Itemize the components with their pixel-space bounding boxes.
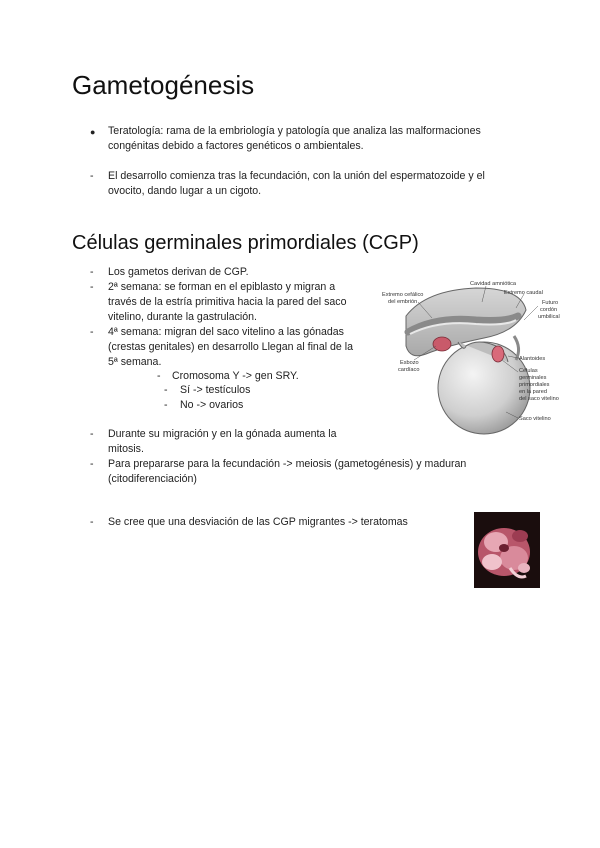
- label-amniotic-cavity: Cavidad amniótica: [470, 281, 517, 287]
- cgp-item-2-line-2: través de la estría primitiva hacia la pared del saco: [108, 296, 347, 308]
- cgp-item-3-line-2: (crestas genitales) en desarrollo Llegan al final de la: [108, 341, 353, 353]
- cgp-item-1: Los gametos derivan de CGP.: [108, 266, 249, 278]
- teratoma-photo: [474, 512, 540, 588]
- cgp-item-3-line-3: 5ª semana.: [108, 356, 162, 368]
- dash-marker: -: [90, 170, 94, 182]
- label-cord-2: cordón: [540, 307, 558, 313]
- cgp-item-2-line-3: vitelino, durante la gastrulación.: [108, 311, 257, 323]
- cgp-subsub-item-2: No -> ovarios: [180, 399, 244, 411]
- dash-marker: -: [90, 428, 94, 440]
- label-germ-3: primordiales: [519, 382, 550, 388]
- label-heart-1: Esbozo: [400, 360, 419, 366]
- label-cephalic-1: Extremo cefálico: [382, 292, 424, 298]
- label-germ-5: del saco vitelino: [519, 396, 559, 402]
- cgp-item-6: Se cree que una desviación de las CGP migrantes -> teratomas: [108, 516, 408, 528]
- intro-bullet-2-line-2: ovocito, dando lugar a un cigoto.: [108, 185, 262, 197]
- dash-marker: -: [90, 281, 94, 293]
- cgp-item-3-line-1: 4ª semana: migran del saco vitelino a las gónadas: [108, 326, 344, 338]
- cgp-sub-item: Cromosoma Y -> gen SRY.: [172, 370, 299, 382]
- intro-bullet-2-line-1: El desarrollo comienza tras la fecundación, con la unión del espermatozoide y el: [108, 170, 485, 182]
- cgp-item-5-line-2: (citodiferenciación): [108, 473, 197, 485]
- dash-marker: -: [90, 326, 94, 338]
- germ-cells-shape: [492, 346, 504, 362]
- cgp-item-4-line-2: mitosis.: [108, 443, 144, 455]
- heart-bud-shape: [433, 337, 451, 351]
- bullet-dot: ●: [90, 127, 96, 137]
- dash-marker: -: [90, 266, 94, 278]
- label-cord-3: umbilical: [538, 314, 560, 320]
- label-allantois: Alantoides: [519, 356, 546, 362]
- section-title: Células germinales primordiales (CGP): [72, 232, 419, 254]
- label-caudal: Extremo caudal: [504, 290, 543, 296]
- dash-marker: -: [90, 458, 94, 470]
- cgp-item-4-line-1: Durante su migración y en la gónada aumenta la: [108, 428, 337, 440]
- embryo-yolk-sac-figure: [366, 276, 566, 438]
- cgp-subsub-item-1: Sí -> testículos: [180, 384, 251, 396]
- dash-marker: -: [164, 384, 168, 396]
- label-cephalic-2: del embrión: [388, 299, 418, 305]
- label-cord-1: Futuro: [542, 300, 559, 306]
- intro-bullet-1-line-1: Teratología: rama de la embriología y patología que analiza las malformaciones: [108, 125, 481, 137]
- intro-bullet-1-line-2: congénitas debido a factores genéticos o ambientales.: [108, 140, 364, 152]
- dash-marker: -: [164, 399, 168, 411]
- label-germ-2: germinales: [519, 375, 547, 381]
- dash-marker: -: [90, 516, 94, 528]
- label-yolk-sac: Saco vitelino: [519, 416, 551, 422]
- label-heart-2: cardíaco: [398, 367, 420, 373]
- cgp-item-5-line-1: Para prepararse para la fecundación -> meiosis (gametogénesis) y maduran: [108, 458, 467, 470]
- dash-marker: -: [157, 370, 161, 382]
- label-germ-1: Células: [519, 368, 538, 374]
- label-germ-4: en la pared: [519, 389, 547, 395]
- cgp-item-2-line-1: 2ª semana: se forman en el epiblasto y migran a: [108, 281, 336, 293]
- page-title: Gametogénesis: [72, 70, 255, 100]
